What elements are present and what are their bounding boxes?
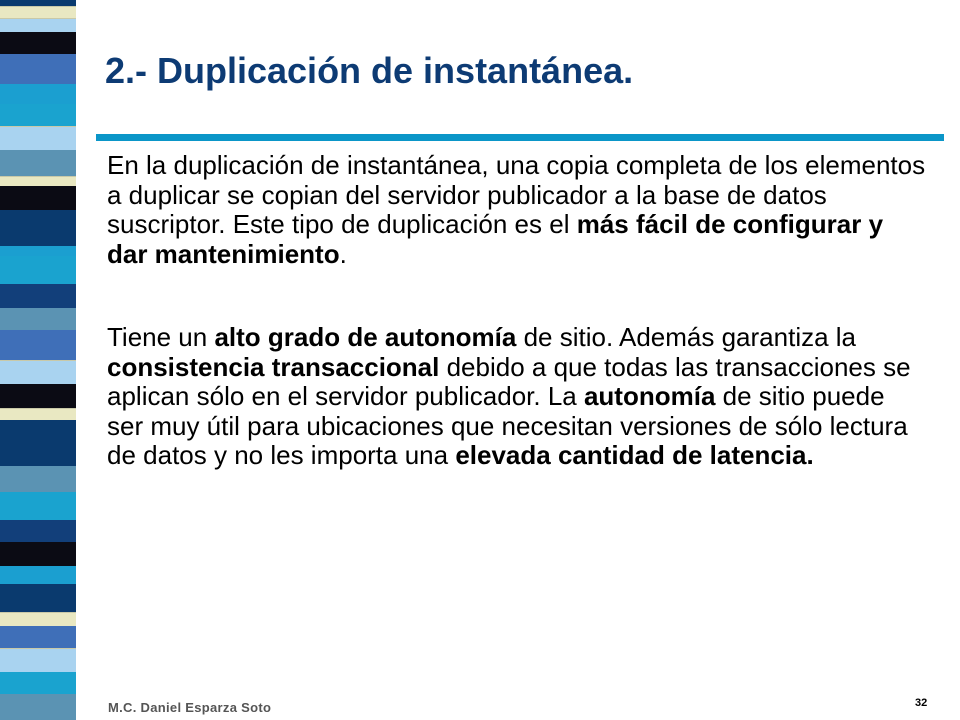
- stripe-block: [0, 520, 76, 542]
- emphasis-text: más fácil de configurar y dar mantenimiento: [107, 209, 884, 269]
- stripe-block: [0, 54, 76, 84]
- stripe-block: [0, 384, 76, 408]
- stripe-block: [0, 256, 76, 284]
- stripe-block: [0, 186, 76, 210]
- stripe-block: [0, 330, 76, 360]
- stripe-block: [0, 18, 76, 32]
- stripe-block: [0, 466, 76, 492]
- body-text: de sitio puede ser muy útil para ubicaciones que necesitan versiones de sólo lectura de datos y no les importa una: [107, 381, 908, 470]
- stripe-block: [0, 246, 76, 256]
- emphasis-text: autonomía: [583, 381, 716, 411]
- stripe-block: [0, 6, 76, 18]
- page-number: 32: [915, 697, 928, 709]
- emphasis-text: consistencia transaccional: [107, 351, 440, 382]
- footer-author: M.C. Daniel Esparza Soto: [108, 700, 272, 715]
- title-divider-rule: [96, 134, 944, 141]
- stripe-block: [0, 176, 76, 186]
- body-text: debido a que todas las transacciones se aplican sólo en el servidor publicador. La: [107, 351, 911, 411]
- stripe-block: [0, 542, 76, 566]
- stripe-block: [0, 492, 76, 520]
- slide-title: 2.- Duplicación de instantánea.: [105, 50, 634, 91]
- stripe-block: [0, 32, 76, 54]
- stripe-block: [0, 84, 76, 104]
- stripe-block: [0, 408, 76, 420]
- emphasis-text: alto grado de autonomía: [214, 322, 517, 352]
- stripe-block: [0, 150, 76, 176]
- body-paragraph-1: [107, 151, 927, 269]
- stripe-block: [0, 584, 76, 612]
- stripe-block: [0, 126, 76, 150]
- stripe-block: [0, 420, 76, 466]
- emphasis-text: elevada cantidad de latencia.: [455, 440, 814, 470]
- body-text: En la duplicación de instantánea, una copia completa de los elementos a duplicar se copian del servidor publicador a la base de datos suscriptor. Este tipo de duplicación es el: [107, 150, 926, 239]
- stripe-block: [0, 626, 76, 648]
- body-text: Tiene un: [107, 322, 215, 352]
- body-text: .: [339, 238, 347, 269]
- stripe-block: [0, 360, 76, 384]
- stripe-block: [0, 648, 76, 672]
- stripe-block: [0, 308, 76, 330]
- stripe-block: [0, 104, 76, 126]
- stripe-block: [0, 566, 76, 584]
- stripe-block: [0, 210, 76, 246]
- body-text: de sitio. Además garantiza la: [516, 322, 857, 352]
- decorative-color-stripe: [0, 0, 76, 720]
- stripe-block: [0, 694, 76, 720]
- stripe-block: [0, 284, 76, 308]
- stripe-block: [0, 612, 76, 626]
- body-paragraph-2: [107, 323, 927, 471]
- stripe-block: [0, 672, 76, 694]
